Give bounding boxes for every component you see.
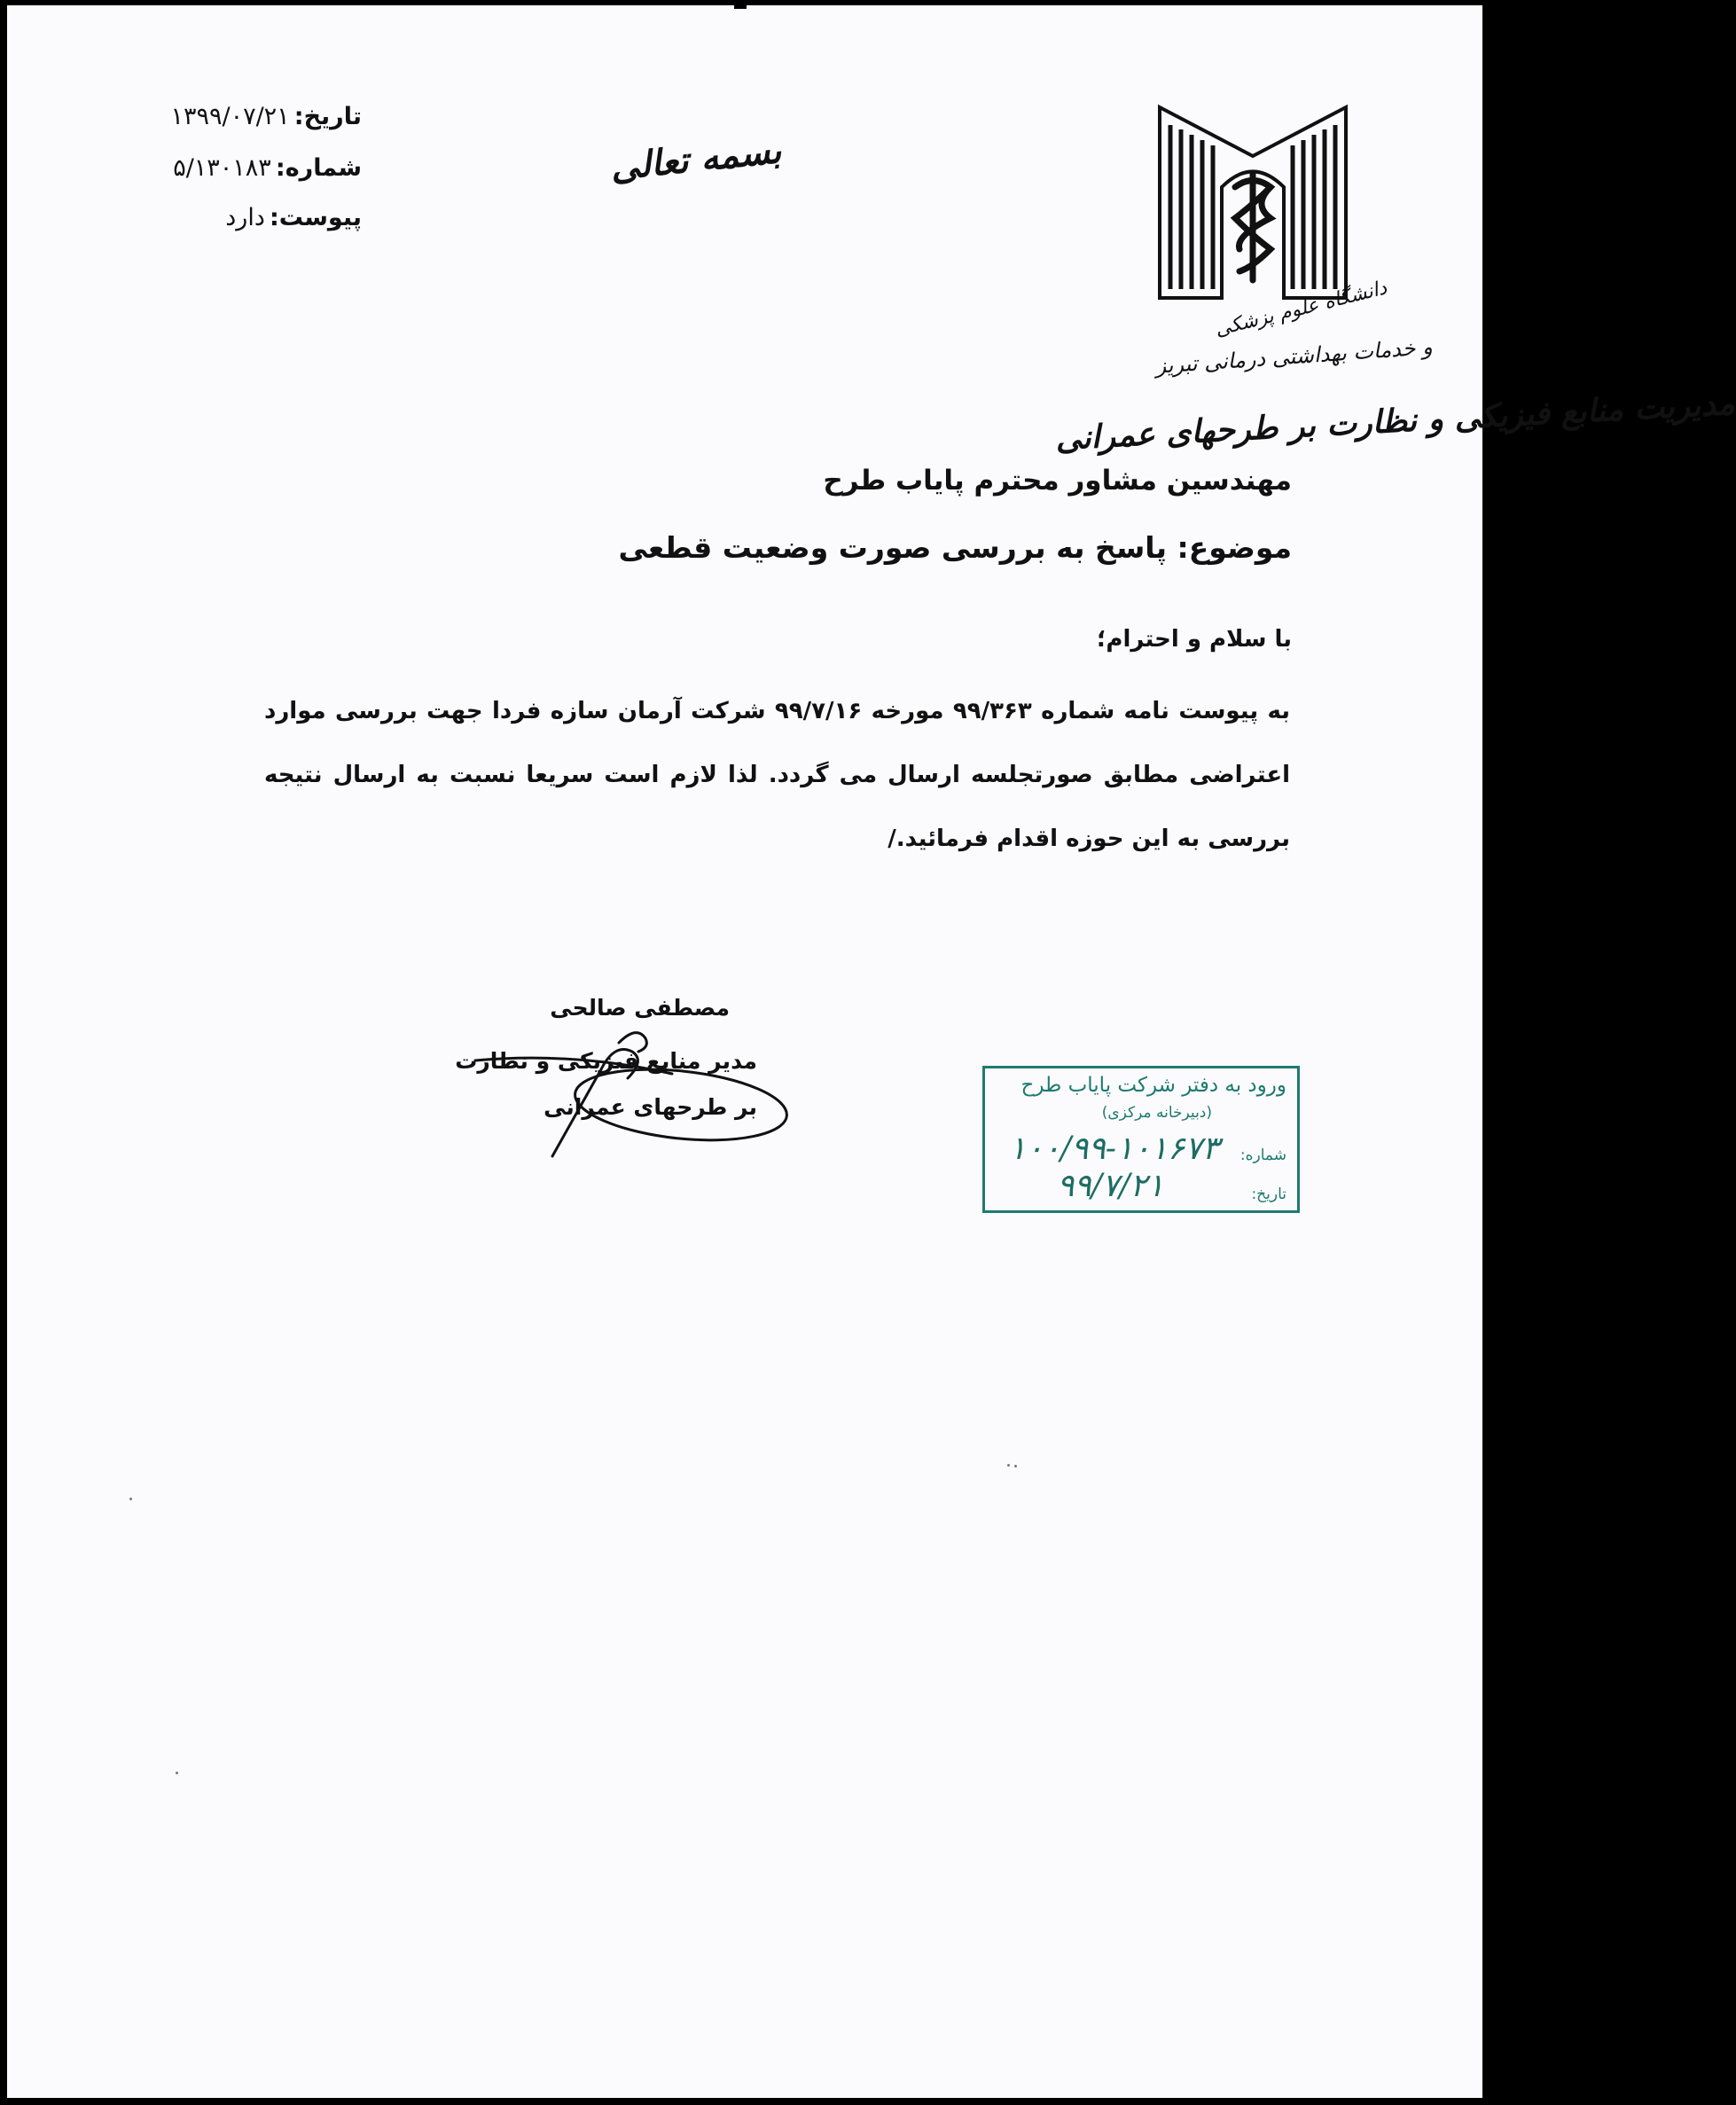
stamp-title: ورود به دفتر شرکت پایاب طرح xyxy=(1020,1074,1286,1097)
scan-edge-gap xyxy=(734,0,747,9)
stamp-number-value: ۱۰۰/۹۹-۱۰۱۶۷۳ xyxy=(1009,1131,1219,1167)
stamp-date-label: تاریخ: xyxy=(1251,1186,1286,1203)
date-label: تاریخ: xyxy=(293,103,362,130)
letter-body: به پیوست نامه شماره ۹۹/۳۶۳ مورخه ۹۹/۷/۱۶ شرکت آرمان سازه فردا جهت بررسی موارد اعتراضی مطابق صورتجلسه ارسال می گردد. لذا لازم است سریعا نسبت به ارسال نتیجه بررسی به این حوزه اقدام فرمائید./ xyxy=(264,698,1290,852)
number-label: شماره: xyxy=(275,154,362,182)
university-emblem-icon xyxy=(1151,103,1355,307)
attachment-label: پیوست: xyxy=(269,204,362,231)
signatory-name: مصطفی صالحی xyxy=(550,995,730,1021)
attachment-value: دارد xyxy=(225,204,265,231)
scan-speck xyxy=(176,1772,178,1774)
org-line-university: دانشگاه علوم پزشکی xyxy=(1212,277,1389,341)
meta-attachment xyxy=(225,204,362,231)
handwritten-signature xyxy=(468,1007,787,1167)
scan-speck xyxy=(1007,1464,1010,1467)
stamp-subtitle: (دبیرخانه مرکزی) xyxy=(1101,1104,1212,1122)
stamp-number-label: شماره: xyxy=(1239,1146,1286,1164)
signatory-title-line2: بر طرحهای عمرانی xyxy=(543,1094,757,1120)
invocation-heading: بسمه تعالی xyxy=(608,129,784,189)
letter-page xyxy=(7,5,1736,2098)
receipt-stamp xyxy=(982,1066,1300,1213)
number-value: ۵/۱۳۰۱۸۳ xyxy=(173,154,271,182)
scan-speck xyxy=(129,1498,132,1500)
stamp-date-value: ۹۹/۷/۲۱ xyxy=(1057,1168,1164,1204)
meta-date xyxy=(170,103,362,130)
meta-number xyxy=(173,154,362,182)
org-line-services: و خدمات بهداشتی درمانی تبریز xyxy=(1154,334,1434,379)
letter-recipient: مهندسین مشاور محترم پایاب طرح xyxy=(823,465,1292,497)
signatory-title-line1: مدیر منابع فیزیکی و نظارت xyxy=(455,1048,757,1074)
date-value: ۱۳۹۹/۰۷/۲۱ xyxy=(170,103,290,130)
letter-subject: موضوع: پاسخ به بررسی صورت وضعیت قطعی xyxy=(618,530,1292,565)
scan-speck xyxy=(1014,1465,1017,1467)
letter-greeting: با سلام و احترام؛ xyxy=(1096,626,1292,653)
org-line-department: مدیریت منابع فیزیکی و نظارت بر طرحهای عمرانی xyxy=(1054,384,1736,458)
